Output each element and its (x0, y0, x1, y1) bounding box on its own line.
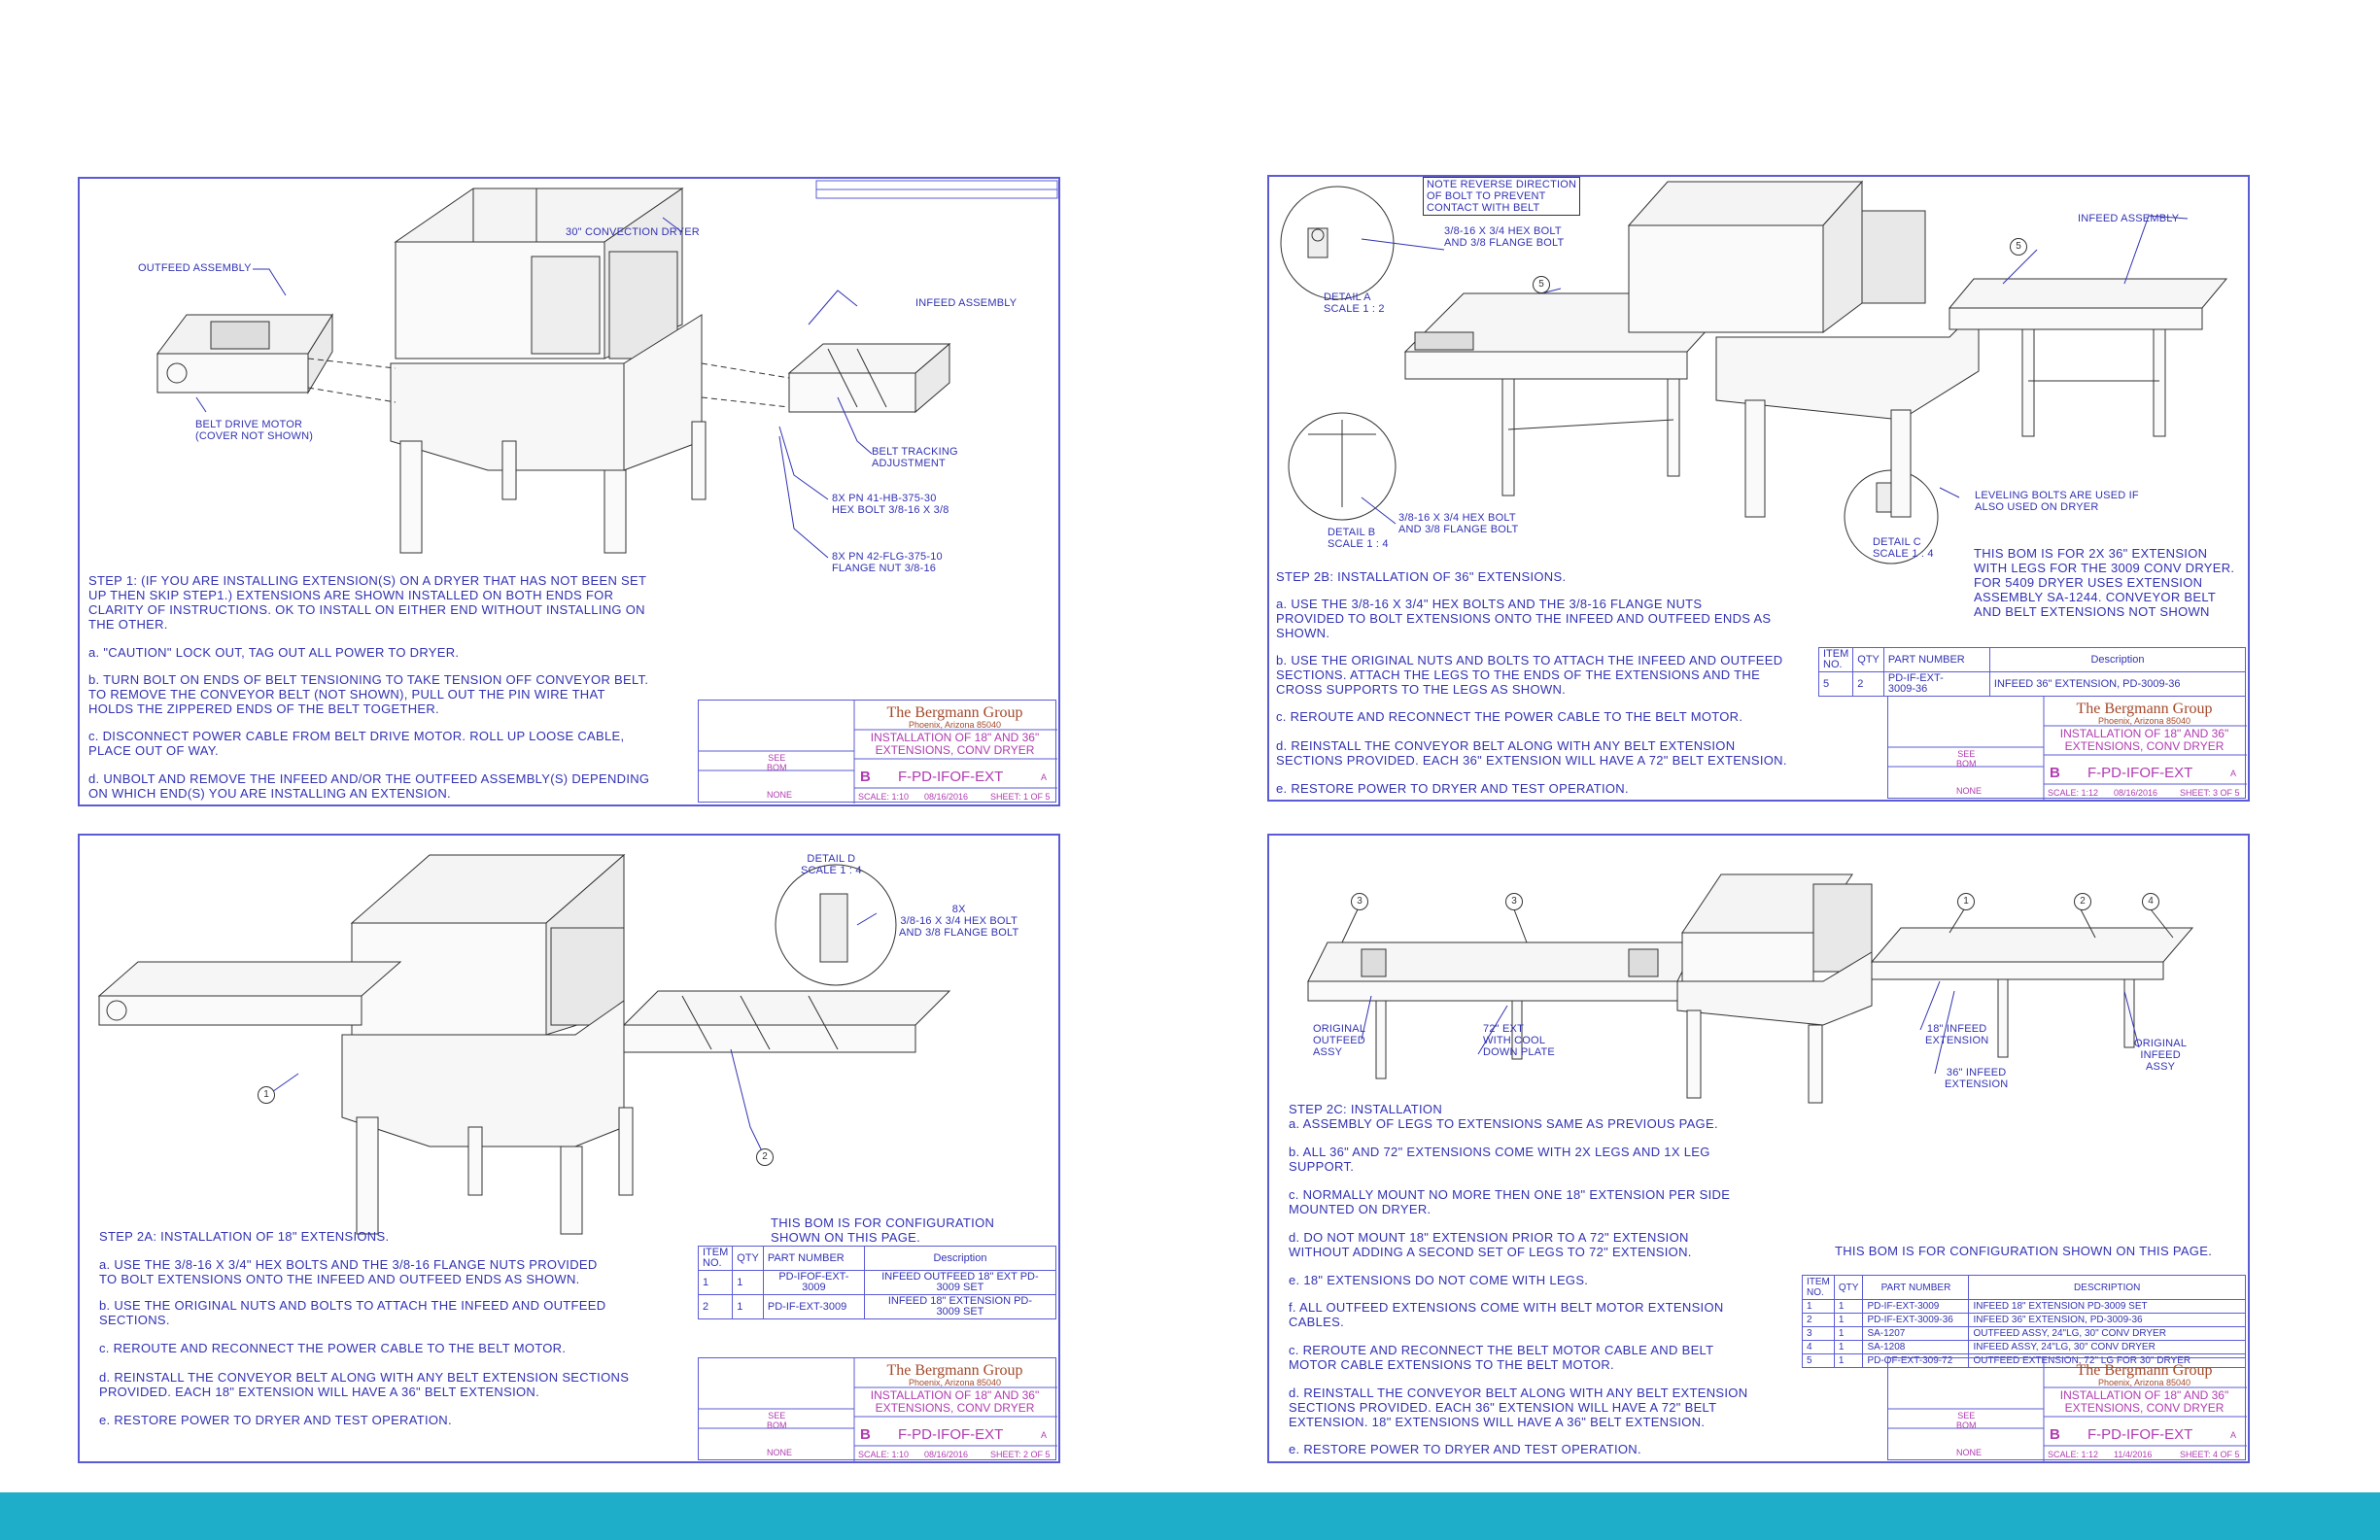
bom-cell: INFEED 18" EXTENSION PD-3009 SET (1969, 1300, 2246, 1314)
sheet-size: B (860, 769, 871, 785)
bom-cell: 5 (1803, 1354, 1835, 1368)
title-block (1887, 1357, 2246, 1460)
label-belt-tracking: BELT TRACKING ADJUSTMENT (872, 446, 958, 469)
revision: A (2230, 769, 2237, 778)
bom-cell: PD-IF-EXT-3009 (763, 1295, 864, 1319)
step2b-e: e. RESTORE POWER TO DRYER AND TEST OPERATION. (1276, 781, 1629, 796)
revision: A (1041, 772, 1048, 782)
step1-d: d. UNBOLT AND REMOVE THE INFEED AND/OR THE OUTFEED ASSEMBLY(S) DEPENDING ON WHICH END(S) YOU ARE INSTALLING AN EXTENSION. (88, 771, 650, 801)
see-bom: SEE BOM (1956, 749, 1977, 769)
bom-cell: OUTFEED ASSY, 24"LG, 30" CONV DRYER (1969, 1327, 2246, 1341)
bom-cell: 1 (699, 1271, 733, 1295)
finish-none: NONE (1956, 786, 1983, 796)
step2a-a: a. USE THE 3/8-16 X 3/4" HEX BOLTS AND THE 3/8-16 FLANGE NUTS PROVIDED TO BOLT EXTENSIONS ONTO THE INFEED AND OUTFEED ENDS AS SHOWN. (99, 1257, 598, 1286)
bom-cell: INFEED ASSY, 24"LG, 30" CONV DRYER (1969, 1341, 2246, 1354)
step2b-b: b. USE THE ORIGINAL NUTS AND BOLTS TO ATTACH THE INFEED AND OUTFEED SECTIONS. ATTACH THE LEGS TO THE ENDS OF THE EXTENSIONS AND THE CROSS SUPPORTS TO THE LEGS AS SHOWN. (1276, 653, 1783, 697)
scale: SCALE: 1:10 (858, 792, 910, 802)
bom-cell: INFEED OUTFEED 18" EXT PD- 3009 SET (864, 1271, 1055, 1295)
bom-table (698, 1246, 1056, 1319)
bom-table (1802, 1275, 2246, 1368)
date: 11/4/2016 (2114, 1450, 2153, 1459)
bom-cell: INFEED 36" EXTENSION, PD-3009-36 (1969, 1314, 2246, 1327)
revision: A (2230, 1430, 2237, 1440)
step2b-c: c. REROUTE AND RECONNECT THE POWER CABLE TO THE BELT MOTOR. (1276, 709, 1743, 724)
bom-cell: PD-IF-EXT-3009-36 (1863, 1314, 1969, 1327)
company-name: The Bergmann Group (2076, 701, 2213, 717)
part-number: F-PD-IFOF-EXT (898, 1426, 1004, 1443)
step2b-a: a. USE THE 3/8-16 X 3/4" HEX BOLTS AND THE 3/8-16 FLANGE NUTS PROVIDED TO BOLT EXTENSIONS ONTO THE INFEED AND OUTFEED ENDS AS SHOWN. (1276, 597, 1772, 640)
bom-cell: 2 (1853, 672, 1884, 697)
sheet-size: B (860, 1426, 871, 1443)
bom-cell: 1 (1834, 1314, 1863, 1327)
see-bom: SEE BOM (767, 753, 787, 772)
bom-cell: PD-IF-EXT-3009 (1863, 1300, 1969, 1314)
label-infeed-assembly: INFEED ASSEMBLY (2078, 213, 2180, 224)
finish-none: NONE (767, 1448, 793, 1457)
sheet-number: SHEET: 4 OF 5 (2180, 1450, 2240, 1459)
bom-cell: 1 (1834, 1300, 1863, 1314)
bom-note: THIS BOM IS FOR CONFIGURATION SHOWN ON THIS PAGE. (1835, 1244, 2213, 1258)
step1-a: a. "CAUTION" LOCK OUT, TAG OUT ALL POWER TO DRYER. (88, 645, 460, 660)
drawing-title: INSTALLATION OF 18" AND 36" EXTENSIONS, CONV DRYER (870, 1388, 1040, 1415)
bom-header-desc: Description (1989, 648, 2245, 672)
finish-none: NONE (1956, 1448, 1983, 1457)
bom-header-item: ITEM NO. (1819, 648, 1853, 672)
finish-none: NONE (767, 790, 793, 800)
sheet-size: B (2050, 765, 2060, 781)
bom-cell: 2 (699, 1295, 733, 1319)
bom-cell: PD-IFOF-EXT- 3009 (763, 1271, 864, 1295)
label-36-infeed: 36" INFEED EXTENSION (1945, 1067, 2009, 1090)
bom-cell: 1 (1834, 1327, 1863, 1341)
note-reverse-direction: NOTE REVERSE DIRECTION OF BOLT TO PREVENT CONTACT WITH BELT (1423, 177, 1580, 216)
date: 08/16/2016 (924, 1450, 969, 1459)
table-row (1803, 1300, 2246, 1314)
title-block (1887, 696, 2246, 799)
scale: SCALE: 1:12 (2048, 788, 2099, 798)
label-flange-nut: 8X PN 42-FLG-375-10 FLANGE NUT 3/8-16 (832, 551, 943, 574)
bom-cell: PD-OF-EXT-309-72 (1863, 1354, 1969, 1368)
title-block (698, 1357, 1056, 1460)
step2a-c: c. REROUTE AND RECONNECT THE POWER CABLE TO THE BELT MOTOR. (99, 1341, 567, 1355)
step2c-a: STEP 2C: INSTALLATION a. ASSEMBLY OF LEGS TO EXTENSIONS SAME AS PREVIOUS PAGE. (1289, 1102, 1718, 1131)
bom-header-qty: QTY (1853, 648, 1884, 672)
bom-cell: 2 (1803, 1314, 1835, 1327)
bom-header-qty: QTY (1834, 1276, 1863, 1300)
scale: SCALE: 1:10 (858, 1450, 910, 1459)
callout-4: 4 (2142, 893, 2159, 910)
bom-cell: SA-1208 (1863, 1341, 1969, 1354)
step2b-title: STEP 2B: INSTALLATION OF 36" EXTENSIONS. (1276, 569, 1567, 584)
bom-cell: OUTFEED EXTENSION, 72" LG FOR 30" DRYER (1969, 1354, 2246, 1368)
sheet-number: SHEET: 3 OF 5 (2180, 788, 2240, 798)
date: 08/16/2016 (924, 792, 969, 802)
sheet-number: SHEET: 2 OF 5 (990, 1450, 1051, 1459)
company-name: The Bergmann Group (886, 1362, 1023, 1379)
bom-cell: INFEED 36" EXTENSION, PD-3009-36 (1989, 672, 2245, 697)
step2c-d: d. DO NOT MOUNT 18" EXTENSION PRIOR TO A 72" EXTENSION WITHOUT ADDING A SECOND SET OF LEGS TO 72" EXTENSION. (1289, 1230, 1692, 1259)
label-original-infeed: ORIGINAL INFEED ASSY (2134, 1038, 2188, 1073)
see-bom: SEE BOM (1956, 1411, 1977, 1430)
bom-header-item: ITEM NO. (1803, 1276, 1835, 1300)
company-location: Phoenix, Arizona 85040 (908, 720, 1002, 730)
label-bolt-detail-b: 3/8-16 X 3/4 HEX BOLT AND 3/8 FLANGE BOLT (1398, 512, 1519, 535)
step2a-b: b. USE THE ORIGINAL NUTS AND BOLTS TO ATTACH THE INFEED AND OUTFEED SECTIONS. (99, 1298, 606, 1327)
label-infeed-assembly: INFEED ASSEMBLY (915, 297, 1018, 309)
label-detail-a: DETAIL A SCALE 1 : 2 (1324, 291, 1385, 315)
table-row (1803, 1314, 2246, 1327)
company-name: The Bergmann Group (2076, 1362, 2213, 1379)
bom-cell: 1 (733, 1295, 764, 1319)
step1-b: b. TURN BOLT ON ENDS OF BELT TENSIONING TO TAKE TENSION OFF CONVEYOR BELT. TO REMOVE THE CONVEYOR BELT (NOT SHOWN), PULL OUT THE PIN WIRE THAT HOLDS THE ZIPPERED ENDS OF THE BELT TOGETHER. (88, 672, 649, 716)
scale: SCALE: 1:12 (2048, 1450, 2099, 1459)
label-belt-drive-motor: BELT DRIVE MOTOR (COVER NOT SHOWN) (195, 419, 314, 442)
step2c-c: c. NORMALLY MOUNT NO MORE THEN ONE 18" EXTENSION PER SIDE MOUNTED ON DRYER. (1289, 1187, 1731, 1216)
label-detail-d: DETAIL D SCALE 1 : 4 (801, 853, 862, 876)
bom-header-part: PART NUMBER (763, 1247, 864, 1271)
step2a-d: d. REINSTALL THE CONVEYOR BELT ALONG WITH ANY BELT EXTENSION SECTIONS PROVIDED. EACH 18" EXTENSION WILL HAVE A 36" BELT EXTENSION. (99, 1370, 630, 1399)
label-detail-b: DETAIL B SCALE 1 : 4 (1328, 527, 1389, 550)
company-location: Phoenix, Arizona 85040 (2097, 1378, 2191, 1387)
step2c-e: e. 18" EXTENSIONS DO NOT COME WITH LEGS. (1289, 1273, 1589, 1287)
callout-2: 2 (2074, 893, 2091, 910)
drawing-title: INSTALLATION OF 18" AND 36" EXTENSIONS, CONV DRYER (2059, 727, 2229, 753)
step2a-title: STEP 2A: INSTALLATION OF 18" EXTENSIONS. (99, 1229, 390, 1244)
bom-header-part: PART NUMBER (1883, 648, 1989, 672)
bom-header-part: PART NUMBER (1863, 1276, 1969, 1300)
label-bolt-detail-a: 3/8-16 X 3/4 HEX BOLT AND 3/8 FLANGE BOLT (1444, 225, 1565, 249)
label-convection-dryer: 30" CONVECTION DRYER (566, 226, 700, 238)
drawing-sheet-2 (78, 834, 1060, 1463)
bom-cell: 5 (1819, 672, 1853, 697)
step2c-c2: c. REROUTE AND RECONNECT THE BELT MOTOR CABLE AND BELT MOTOR CABLE EXTENSIONS TO THE BELT MOTOR. (1289, 1343, 1714, 1372)
callout-1: 1 (1957, 893, 1975, 910)
bom-cell: 1 (1834, 1354, 1863, 1368)
bom-cell: SA-1207 (1863, 1327, 1969, 1341)
label-18-infeed: 18" INFEED EXTENSION (1925, 1023, 1989, 1046)
date: 08/16/2016 (2114, 788, 2158, 798)
callout-5-left: 5 (1533, 276, 1550, 293)
bom-cell: PD-IF-EXT- 3009-36 (1883, 672, 1989, 697)
see-bom: SEE BOM (767, 1411, 787, 1430)
bom-cell: 3 (1803, 1327, 1835, 1341)
part-number: F-PD-IFOF-EXT (2087, 765, 2193, 781)
part-number: F-PD-IFOF-EXT (898, 769, 1004, 785)
bom-table (1818, 647, 2246, 697)
step2c-d2: d. REINSTALL THE CONVEYOR BELT ALONG WITH ANY BELT EXTENSION SECTIONS PROVIDED. EACH 36" EXTENSION WILL HAVE A 72" BELT EXTENSION. 18" EXTENSIONS WILL HAVE A 36" BELT EXTENSION. (1289, 1386, 1748, 1429)
callout-3-mid: 3 (1505, 893, 1523, 910)
label-72-ext: 72" EXT WITH COOL DOWN PLATE (1483, 1023, 1555, 1058)
table-row (1803, 1341, 2246, 1354)
table-row (699, 1271, 1056, 1295)
table-row (699, 1295, 1056, 1319)
bom-header-item: ITEM NO. (699, 1247, 733, 1271)
label-leveling-bolts: LEVELING BOLTS ARE USED IF ALSO USED ON DRYER (1975, 490, 2139, 513)
label-original-outfeed: ORIGINAL OUTFEED ASSY (1313, 1023, 1366, 1058)
bom-note: THIS BOM IS FOR CONFIGURATION SHOWN ON THIS PAGE. (771, 1215, 995, 1245)
drawing-sheet-1 (78, 177, 1060, 806)
step2b-d: d. REINSTALL THE CONVEYOR BELT ALONG WITH ANY BELT EXTENSION SECTIONS PROVIDED. EACH 36" EXTENSION WILL HAVE A 72" BELT EXTENSION. (1276, 738, 1787, 768)
sheet-size: B (2050, 1426, 2060, 1443)
revision: A (1041, 1430, 1048, 1440)
drawing-title: INSTALLATION OF 18" AND 36" EXTENSIONS, CONV DRYER (870, 731, 1040, 757)
part-number: F-PD-IFOF-EXT (2087, 1426, 2193, 1443)
step1-c: c. DISCONNECT POWER CABLE FROM BELT DRIVE MOTOR. ROLL UP LOOSE CABLE, PLACE OUT OF WAY. (88, 729, 625, 758)
step1-intro: STEP 1: (IF YOU ARE INSTALLING EXTENSION(S) ON A DRYER THAT HAS NOT BEEN SET UP THEN SKIP STEP1.) EXTENSIONS ARE SHOWN INSTALLED ON BOTH ENDS FOR CLARITY OF INSTRUCTIONS. OK TO INSTALL ON EITHER END WITHOUT INSTALLING ON THE OTHER. (88, 573, 647, 632)
callout-2: 2 (756, 1148, 774, 1166)
title-block (698, 700, 1056, 803)
step2a-e: e. RESTORE POWER TO DRYER AND TEST OPERATION. (99, 1413, 452, 1427)
company-name: The Bergmann Group (886, 704, 1023, 721)
drawing-sheet-3 (1267, 175, 2250, 802)
bom-cell: 1 (733, 1271, 764, 1295)
bom-cell: 4 (1803, 1341, 1835, 1354)
bom-cell: 1 (1834, 1341, 1863, 1354)
bom-cell: 1 (1803, 1300, 1835, 1314)
drawing-sheet-4 (1267, 834, 2250, 1463)
label-hex-bolt: 8X PN 41-HB-375-30 HEX BOLT 3/8-16 X 3/8 (832, 493, 949, 516)
bom-cell: INFEED 18" EXTENSION PD- 3009 SET (864, 1295, 1055, 1319)
callout-5-right: 5 (2010, 238, 2027, 256)
company-location: Phoenix, Arizona 85040 (908, 1378, 1002, 1387)
step2c-b: b. ALL 36" AND 72" EXTENSIONS COME WITH 2X LEGS AND 1X LEG SUPPORT. (1289, 1145, 1710, 1174)
footer-bar (0, 1492, 2380, 1540)
table-row (1819, 672, 2246, 697)
bom-header-qty: QTY (733, 1247, 764, 1271)
callout-3-left: 3 (1351, 893, 1368, 910)
bom-note: THIS BOM IS FOR 2X 36" EXTENSION WITH LEGS FOR THE 3009 CONV DRYER. FOR 5409 DRYER USES EXTENSION ASSEMBLY SA-1244. CONVEYOR BELT AND BELT EXTENSIONS NOT SHOWN (1974, 546, 2235, 619)
label-outfeed-assembly: OUTFEED ASSEMBLY (138, 262, 252, 274)
drawing-title: INSTALLATION OF 18" AND 36" EXTENSIONS, CONV DRYER (2059, 1388, 2229, 1415)
label-bolt-detail-d: 8X 3/8-16 X 3/4 HEX BOLT AND 3/8 FLANGE BOLT (899, 904, 1019, 939)
company-location: Phoenix, Arizona 85040 (2097, 716, 2191, 726)
bom-header-desc: Description (864, 1247, 1055, 1271)
sheet-number: SHEET: 1 OF 5 (990, 792, 1051, 802)
table-row (1803, 1327, 2246, 1341)
callout-1: 1 (258, 1086, 275, 1104)
bom-header-desc: DESCRIPTION (1969, 1276, 2246, 1300)
step2c-e2: e. RESTORE POWER TO DRYER AND TEST OPERATION. (1289, 1442, 1641, 1456)
step2c-f: f. ALL OUTFEED EXTENSIONS COME WITH BELT MOTOR EXTENSION CABLES. (1289, 1300, 1724, 1329)
label-detail-c: DETAIL C SCALE 1 : 4 (1873, 536, 1934, 560)
